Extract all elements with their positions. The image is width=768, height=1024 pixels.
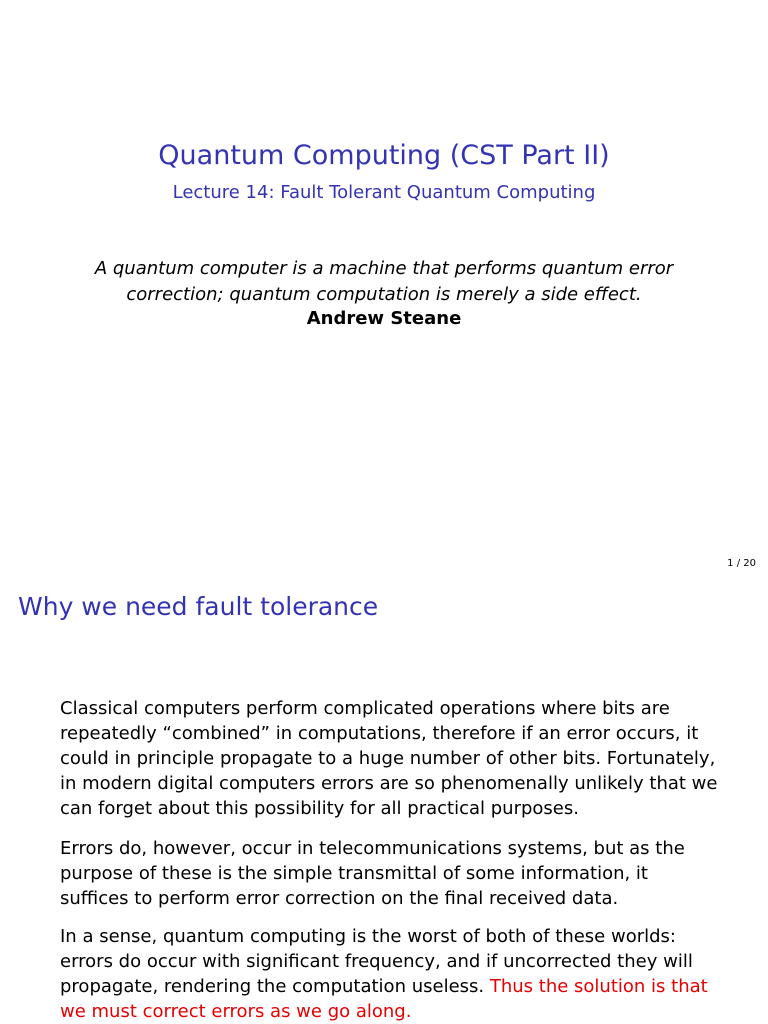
- paragraph-telecom: Errors do, however, occur in telecommunications systems, but as the purpose of these is the simple transmittal of some information, it suffices to perform error correction on the final received data.: [60, 838, 685, 909]
- paragraph-quantum: [60, 924, 720, 1024]
- lecture-subtitle: Lecture 14: Fault Tolerant Quantum Computing: [172, 182, 596, 203]
- quote: [60, 256, 708, 308]
- paragraph-classical: Classical computers perform complicated operations where bits are repeatedly “combined” in computations, therefore if an error occurs, it could in principle propagate to a huge number of other bits. Fortunately, in modern digital computers errors are so phenomenally unlikely that we can forget about this possibility for all practical purposes.: [60, 698, 718, 819]
- page-number: 1 / 20: [727, 558, 756, 569]
- quote-line-2: correction; quantum computation is merely a side effect.: [126, 284, 642, 305]
- paragraph-quantum-text: In a sense, quantum computing is the worst of both of these worlds: errors do occur with significant frequency, and if uncorrected they will propagate, rendering the computation useless.: [60, 926, 693, 997]
- quote-line-1: A quantum computer is a machine that performs quantum error: [94, 258, 674, 279]
- slide-2: [0, 576, 768, 1024]
- lecture-title: Quantum Computing (CST Part II): [158, 140, 610, 171]
- slide-title: Why we need fault tolerance: [18, 592, 379, 621]
- quote-author: Andrew Steane: [306, 308, 462, 329]
- highlighted-conclusion: Thus the solution is that we must correct errors as we go along.: [60, 976, 708, 1022]
